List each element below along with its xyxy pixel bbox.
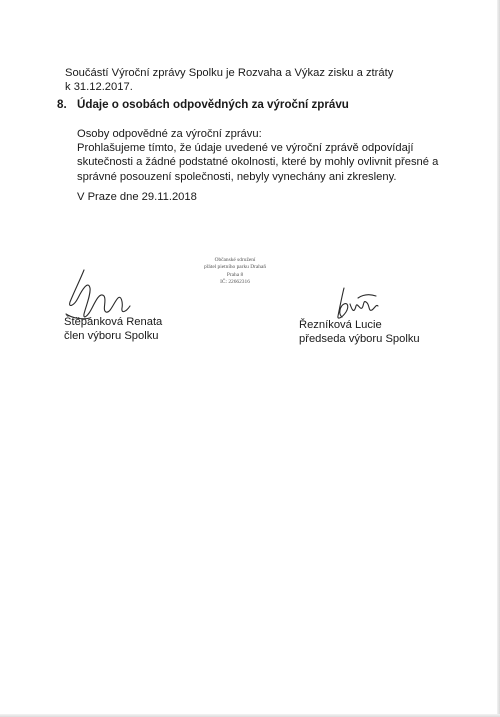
organization-stamp [192, 257, 278, 287]
declaration-line-2: Prohlašujeme tímto, že údaje uvedené ve výroční zprávě odpovídají [77, 142, 414, 155]
date-line: V Praze dne 29.11.2018 [77, 191, 197, 203]
section-number: 8. [57, 98, 67, 111]
signer-left-role: člen výboru Spolku [64, 329, 159, 342]
intro-line-2: k 31.12.2017. [65, 81, 133, 94]
signature-right [330, 284, 380, 322]
declaration-paragraph [77, 127, 438, 184]
intro-line-1: Součástí Výroční zprávy Spolku je Rozvaha a Výkaz zisku a ztráty [65, 67, 394, 79]
stamp-line-4: IČ: 22662316 [220, 279, 250, 286]
stamp-line-3: Praha 8 [226, 271, 244, 278]
signer-right-role: předseda výboru Spolku [299, 332, 420, 345]
signer-right-name: Řezníková Lucie [299, 319, 382, 331]
stamp-line-2: přátel pietního parku Drahaň [203, 264, 267, 271]
signer-left-name: Štěpánková Renata [64, 316, 163, 328]
declaration-line-4: správné posouzení společnosti, nebyly vynechány ani zkresleny. [77, 170, 397, 183]
declaration-line-3: skutečnosti a žádné podstatné okolnosti, které by mohly ovlivnit přesné a [77, 156, 439, 169]
signer-right [299, 319, 420, 346]
section-title: Údaje o osobách odpovědných za výroční zprávu [77, 98, 349, 111]
intro-paragraph [65, 66, 393, 94]
signer-left [64, 316, 162, 343]
stamp-line-1: Občanské sdružení [214, 257, 256, 263]
declaration-line-1: Osoby odpovědné za výroční zprávu: [77, 128, 262, 140]
section-heading [57, 98, 349, 111]
